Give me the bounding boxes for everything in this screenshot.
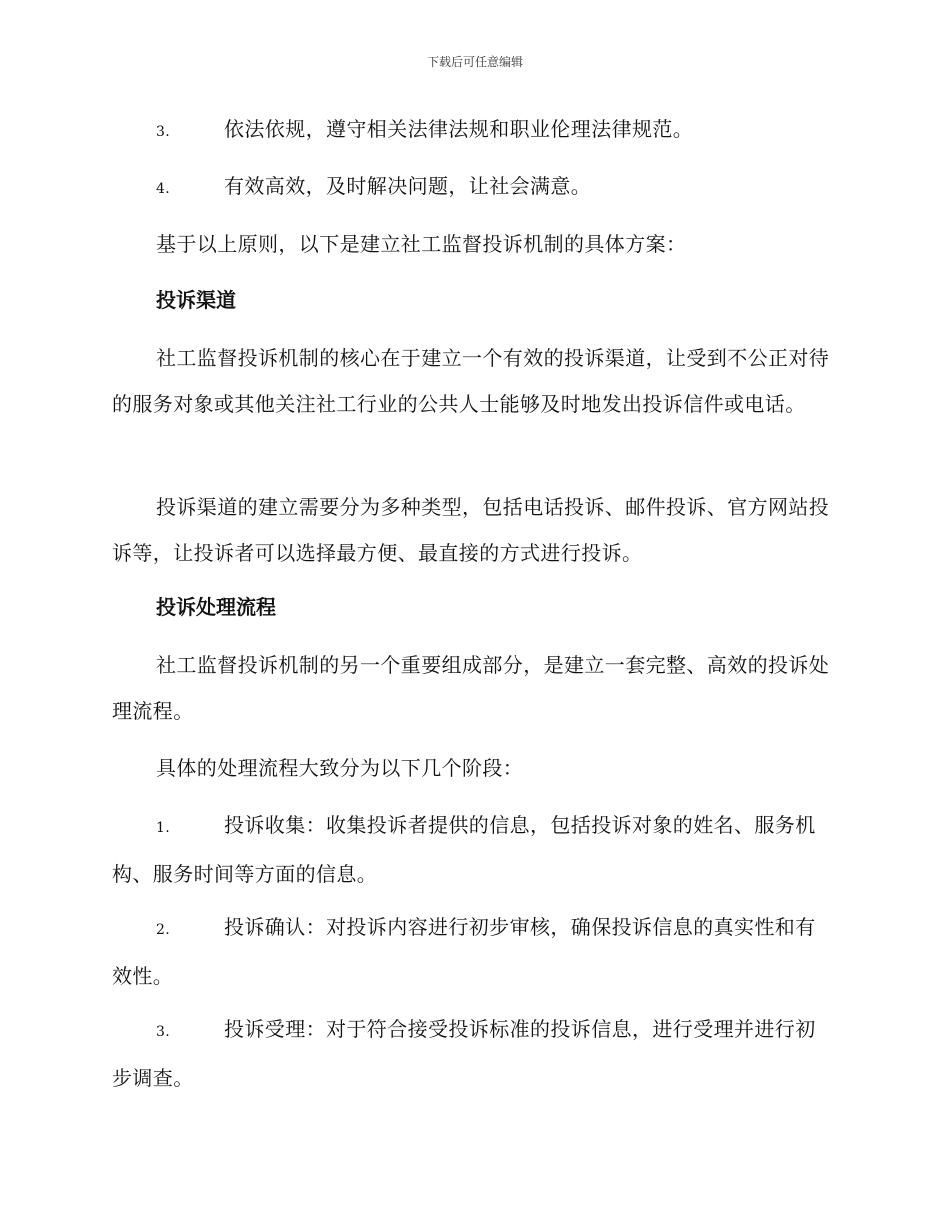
paragraph: 投诉渠道的建立需要分为多种类型，包括电话投诉、邮件投诉、官方网站投诉等，让投诉者可以选择最方便、最直接的方式进行投诉。: [112, 495, 830, 565]
list-number: 2.: [156, 922, 171, 938]
list-text: 投诉收集：收集投诉者提供的信息，包括投诉对象的姓名、服务机构、服务时间等方面的信息。: [112, 813, 816, 886]
section-heading: 投诉渠道: [156, 288, 236, 312]
section-heading: 投诉处理流程: [156, 595, 276, 619]
page-header: 下载后可任意编辑: [426, 55, 523, 69]
intro-paragraph: 基于以上原则，以下是建立社工监督投诉机制的具体方案：: [156, 232, 687, 256]
list-text: 投诉受理：对于符合接受投诉标准的投诉信息，进行受理并进行初步调查。: [112, 1017, 816, 1090]
list-text: 投诉确认：对投诉内容进行初步审核，确保投诉信息的真实性和有效性。: [112, 915, 816, 988]
list-item: [112, 1006, 832, 1101]
list-number: 1.: [156, 820, 171, 836]
list-item: [112, 163, 832, 212]
paragraph: 社工监督投诉机制的另一个重要组成部分，是建立一套完整、高效的投诉处理流程。: [112, 653, 830, 723]
list-text: 有效高效，及时解决问题，让社会满意。: [224, 174, 592, 198]
list-number: 3.: [156, 1024, 171, 1040]
list-number: 3.: [156, 124, 171, 140]
list-item: [112, 106, 832, 155]
list-item: [112, 802, 832, 897]
list-number: 4.: [156, 181, 171, 197]
list-text: 依法依规，遵守相关法律法规和职业伦理法律规范。: [224, 117, 694, 141]
paragraph: 社工监督投诉机制的核心在于建立一个有效的投诉渠道，让受到不公正对待的服务对象或其他关注社工行业的公共人士能够及时地发出投诉信件或电话。: [112, 346, 830, 416]
paragraph: 具体的处理流程大致分为以下几个阶段：: [156, 756, 524, 780]
list-item: [112, 904, 832, 999]
